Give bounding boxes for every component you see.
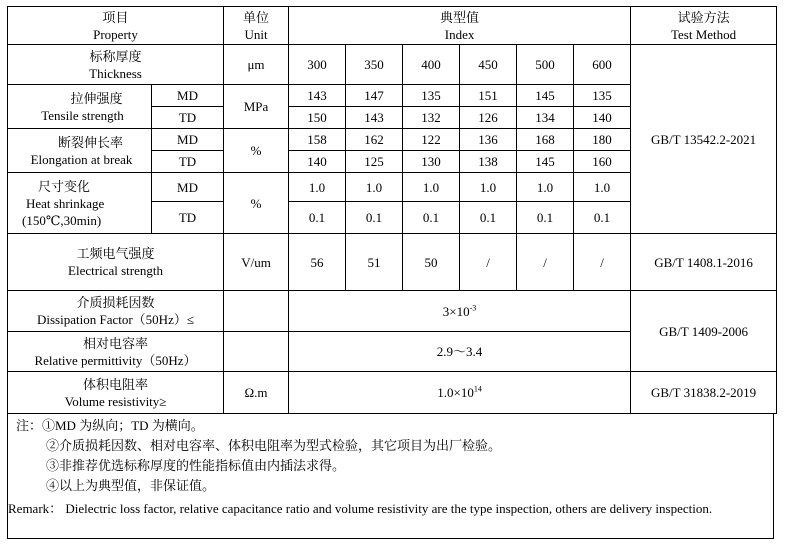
table-cell: 1.0 bbox=[460, 173, 517, 202]
table-cell: 1.0 bbox=[289, 173, 346, 202]
dissipation-row bbox=[8, 291, 777, 332]
table-cell: 132 bbox=[403, 107, 460, 129]
volume-method: GB/T 31838.2-2019 bbox=[631, 372, 777, 414]
thickness-label: 标称厚度 Thickness bbox=[8, 45, 224, 85]
table-cell: 1.0 bbox=[346, 173, 403, 202]
table-cell: 350 bbox=[346, 45, 403, 85]
volume-row bbox=[8, 372, 777, 414]
table-cell: 1.0 bbox=[517, 173, 574, 202]
volume-label: 体积电阻率 Volume resistivity≥ bbox=[8, 372, 224, 414]
shrinkage-unit: % bbox=[224, 173, 289, 234]
table-cell: / bbox=[574, 234, 631, 291]
table-cell: 450 bbox=[460, 45, 517, 85]
header-unit: 单位 Unit bbox=[224, 7, 289, 45]
td-label: TD bbox=[152, 202, 224, 234]
table-cell: 1.0 bbox=[403, 173, 460, 202]
table-cell: 145 bbox=[517, 151, 574, 173]
note-1: 注：①MD 为纵向；TD 为横向。 bbox=[16, 418, 204, 433]
table-cell: 143 bbox=[289, 85, 346, 107]
table-cell: 151 bbox=[460, 85, 517, 107]
table-cell: 147 bbox=[346, 85, 403, 107]
shrinkage-label: 尺寸变化 Heat shrinkage (150℃,30min) bbox=[8, 173, 152, 234]
permittivity-unit bbox=[224, 332, 289, 372]
table-cell: 50 bbox=[403, 234, 460, 291]
dissipation-unit bbox=[224, 291, 289, 332]
table-cell: 145 bbox=[517, 85, 574, 107]
header-method: 试验方法 Test Method bbox=[631, 7, 777, 45]
table-cell: / bbox=[460, 234, 517, 291]
table-cell: 126 bbox=[460, 107, 517, 129]
header-row bbox=[8, 7, 777, 45]
elongation-unit: % bbox=[224, 129, 289, 173]
method-group1: GB/T 13542.2-2021 bbox=[631, 45, 777, 234]
table-cell: 56 bbox=[289, 234, 346, 291]
elongation-label: 断裂伸长率 Elongation at break bbox=[8, 129, 152, 173]
table-cell: 180 bbox=[574, 129, 631, 151]
table-cell: 51 bbox=[346, 234, 403, 291]
table-cell: 135 bbox=[403, 85, 460, 107]
md-label: MD bbox=[152, 173, 224, 202]
tensile-label: 拉伸强度 Tensile strength bbox=[8, 85, 152, 129]
note-3: ③非推荐优选标称厚度的性能指标值由内插法求得。 bbox=[46, 458, 346, 473]
table-cell: 125 bbox=[346, 151, 403, 173]
volume-value: $1.0\times 10^{14}$ bbox=[289, 372, 631, 414]
table-cell: 158 bbox=[289, 129, 346, 151]
table-cell: 135 bbox=[574, 85, 631, 107]
table-cell: 136 bbox=[460, 129, 517, 151]
table-cell: 0.1 bbox=[574, 202, 631, 234]
table-cell: 600 bbox=[574, 45, 631, 85]
table-cell: 150 bbox=[289, 107, 346, 129]
table-cell: 0.1 bbox=[403, 202, 460, 234]
volume-unit: Ω.m bbox=[224, 372, 289, 414]
permittivity-label: 相对电容率 Relative permittivity（50Hz） bbox=[8, 332, 224, 372]
electrical-row bbox=[8, 234, 777, 291]
remark-text: Remark： Dielectric loss factor, relative capacitance ratio and volume resistivity are the type inspection, others are delivery inspection. bbox=[8, 501, 713, 516]
table-cell: 168 bbox=[517, 129, 574, 151]
table-cell: 0.1 bbox=[346, 202, 403, 234]
td-label: TD bbox=[152, 107, 224, 129]
table-cell: 143 bbox=[346, 107, 403, 129]
electrical-unit: V/um bbox=[224, 234, 289, 291]
dissipation-value: $3\times 10^{-3}$ bbox=[289, 291, 631, 332]
note-2: ②介质损耗因数、相对电容率、体积电阻率为型式检验，其它项目为出厂检验。 bbox=[46, 438, 502, 453]
electrical-label: 工频电气强度 Electrical strength bbox=[8, 234, 224, 291]
dissipation-label: 介质损耗因数 Dissipation Factor（50Hz）≤ bbox=[8, 291, 224, 332]
md-label: MD bbox=[152, 129, 224, 151]
table-cell: 134 bbox=[517, 107, 574, 129]
table-cell: 1.0 bbox=[574, 173, 631, 202]
table-cell: 160 bbox=[574, 151, 631, 173]
td-label: TD bbox=[152, 151, 224, 173]
electrical-method: GB/T 1408.1-2016 bbox=[631, 234, 777, 291]
table-cell: 162 bbox=[346, 129, 403, 151]
table-cell: 140 bbox=[574, 107, 631, 129]
table-cell: 400 bbox=[403, 45, 460, 85]
thickness-unit: μm bbox=[224, 45, 289, 85]
md-label: MD bbox=[152, 85, 224, 107]
table-cell: 122 bbox=[403, 129, 460, 151]
table-cell: 300 bbox=[289, 45, 346, 85]
permittivity-value: 2.9～3.4 bbox=[289, 332, 631, 372]
method-group2: GB/T 1409-2006 bbox=[631, 291, 777, 372]
table-cell: 0.1 bbox=[517, 202, 574, 234]
spec-table bbox=[7, 6, 777, 414]
notes-box bbox=[7, 414, 774, 539]
header-index: 典型值 Index bbox=[289, 7, 631, 45]
table-cell: 0.1 bbox=[289, 202, 346, 234]
table-cell: 140 bbox=[289, 151, 346, 173]
header-property: 项目 Property bbox=[8, 7, 224, 45]
table-cell: 130 bbox=[403, 151, 460, 173]
tensile-unit: MPa bbox=[224, 85, 289, 129]
table-cell: / bbox=[517, 234, 574, 291]
table-cell: 138 bbox=[460, 151, 517, 173]
table-cell: 0.1 bbox=[460, 202, 517, 234]
thickness-row bbox=[8, 45, 777, 85]
note-4: ④以上为典型值，非保证值。 bbox=[46, 478, 216, 493]
table-cell: 500 bbox=[517, 45, 574, 85]
